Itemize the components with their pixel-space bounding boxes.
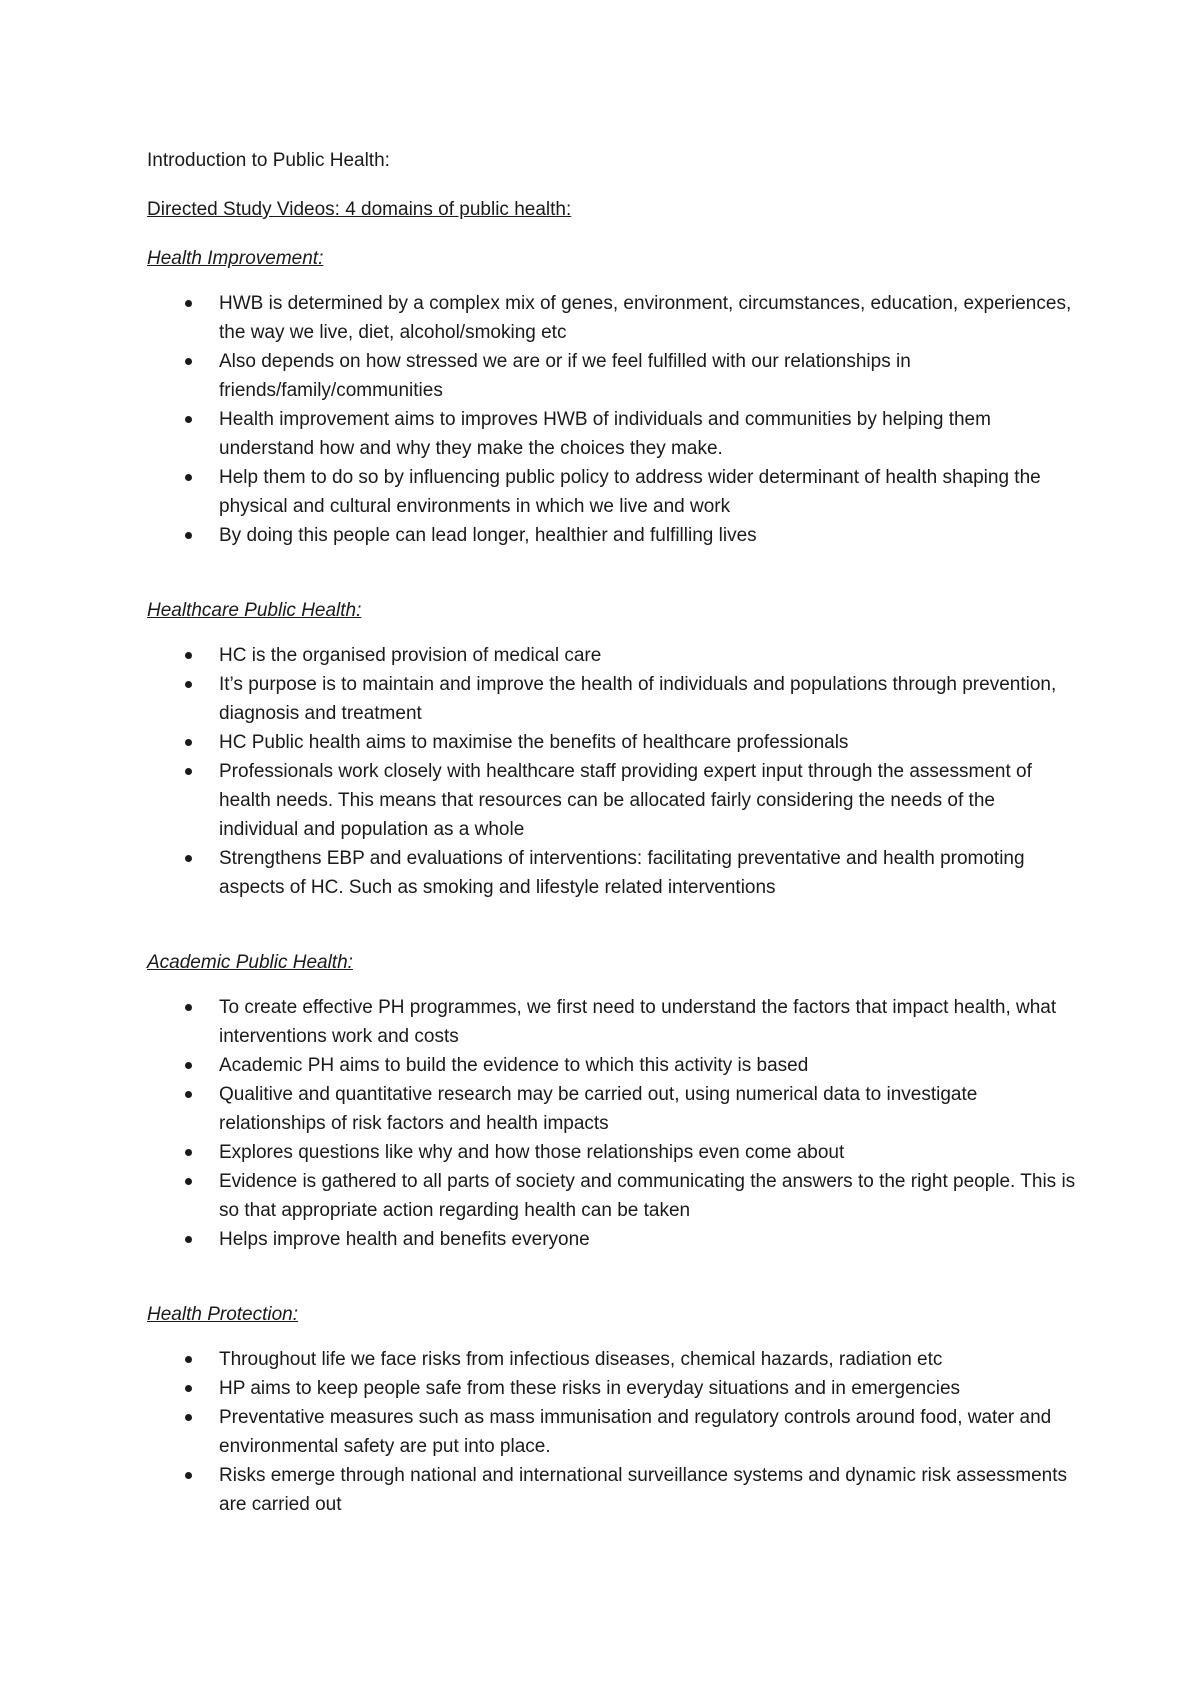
bullet-icon: [185, 855, 192, 862]
list-item: [147, 641, 1077, 670]
bullet-icon: [185, 652, 192, 659]
list-item-text: Helps improve health and benefits everyone: [219, 1229, 590, 1250]
bullet-icon: [185, 474, 192, 481]
list-item-text: HC Public health aims to maximise the benefits of healthcare professionals: [219, 732, 849, 753]
bullet-icon: [185, 1004, 192, 1011]
section-heading: Health Protection:: [147, 1304, 299, 1325]
list-item: [147, 1345, 1077, 1374]
section-healthcare-public-health: [147, 596, 1077, 902]
list-item: [147, 521, 1077, 550]
document-page: [147, 146, 1077, 1581]
list-item-text: Qualitive and quantitative research may be carried out, using numerical data to investigate relationships of risk factors and health impacts: [219, 1084, 978, 1134]
list-item: [147, 728, 1077, 757]
list-item: [147, 1051, 1077, 1080]
bullet-icon: [185, 1178, 192, 1185]
bullet-icon: [185, 416, 192, 423]
section-heading: Academic Public Health:: [147, 952, 353, 973]
bullet-list: [147, 641, 1077, 902]
list-item: [147, 757, 1077, 844]
list-item-text: Strengthens EBP and evaluations of interventions: facilitating preventative and health promoting aspects of HC. Such as smoking and lifestyle related interventions: [219, 848, 1025, 898]
bullet-icon: [185, 739, 192, 746]
document-subtitle: Directed Study Videos: 4 domains of public health:: [147, 199, 572, 220]
list-item-text: HC is the organised provision of medical care: [219, 645, 602, 666]
list-item: [147, 1225, 1077, 1254]
bullet-icon: [185, 1414, 192, 1421]
bullet-icon: [185, 1472, 192, 1479]
list-item-text: Health improvement aims to improves HWB of individuals and communities by helping them understand how and why they make the choices they make.: [219, 409, 991, 459]
list-item: [147, 670, 1077, 728]
list-item-text: Throughout life we face risks from infectious diseases, chemical hazards, radiation etc: [219, 1349, 943, 1370]
bullet-icon: [185, 1062, 192, 1069]
list-item-text: It’s purpose is to maintain and improve the health of individuals and populations through prevention, diagnosis and treatment: [219, 674, 1057, 724]
list-item-text: HWB is determined by a complex mix of genes, environment, circumstances, education, experiences, the way we live, diet, alcohol/smoking etc: [219, 293, 1072, 343]
list-item-text: By doing this people can lead longer, healthier and fulfilling lives: [219, 525, 757, 546]
bullet-icon: [185, 681, 192, 688]
section-academic-public-health: [147, 948, 1077, 1254]
bullet-icon: [185, 300, 192, 307]
list-item-text: Academic PH aims to build the evidence to which this activity is based: [219, 1055, 809, 1076]
bullet-icon: [185, 768, 192, 775]
bullet-icon: [185, 1149, 192, 1156]
section-health-improvement: [147, 244, 1077, 550]
list-item: [147, 1080, 1077, 1138]
bullet-icon: [185, 1385, 192, 1392]
list-item-text: Also depends on how stressed we are or if we feel fulfilled with our relationships in friends/family/communities: [219, 351, 911, 401]
bullet-list: [147, 289, 1077, 550]
section-heading: Healthcare Public Health:: [147, 600, 362, 621]
bullet-icon: [185, 1356, 192, 1363]
list-item: [147, 1138, 1077, 1167]
bullet-list: [147, 993, 1077, 1254]
list-item: [147, 1461, 1077, 1519]
bullet-icon: [185, 358, 192, 365]
list-item: [147, 405, 1077, 463]
list-item: [147, 289, 1077, 347]
list-item: [147, 1403, 1077, 1461]
list-item: [147, 1167, 1077, 1225]
document-title: Introduction to Public Health:: [147, 150, 390, 171]
section-health-protection: [147, 1300, 1077, 1519]
list-item-text: Explores questions like why and how those relationships even come about: [219, 1142, 845, 1163]
bullet-icon: [185, 1091, 192, 1098]
list-item-text: To create effective PH programmes, we first need to understand the factors that impact health, what interventions work and costs: [219, 997, 1057, 1047]
list-item-text: Evidence is gathered to all parts of society and communicating the answers to the right people. This is so that appropriate action regarding health can be taken: [219, 1171, 1076, 1221]
list-item: [147, 993, 1077, 1051]
list-item-text: Preventative measures such as mass immunisation and regulatory controls around food, water and environmental safety are put into place.: [219, 1407, 1052, 1457]
list-item: [147, 463, 1077, 521]
list-item: [147, 844, 1077, 902]
list-item-text: Help them to do so by influencing public policy to address wider determinant of health shaping the physical and cultural environments in which we live and work: [219, 467, 1041, 517]
bullet-list: [147, 1345, 1077, 1519]
bullet-icon: [185, 532, 192, 539]
list-item: [147, 347, 1077, 405]
list-item-text: HP aims to keep people safe from these risks in everyday situations and in emergencies: [219, 1378, 961, 1399]
bullet-icon: [185, 1236, 192, 1243]
list-item-text: Risks emerge through national and international surveillance systems and dynamic risk assessments are carried out: [219, 1465, 1068, 1515]
list-item-text: Professionals work closely with healthcare staff providing expert input through the assessment of health needs. This means that resources can be allocated fairly considering the needs of the individual and population as a whole: [219, 761, 1032, 840]
section-heading: Health Improvement:: [147, 248, 324, 269]
list-item: [147, 1374, 1077, 1403]
